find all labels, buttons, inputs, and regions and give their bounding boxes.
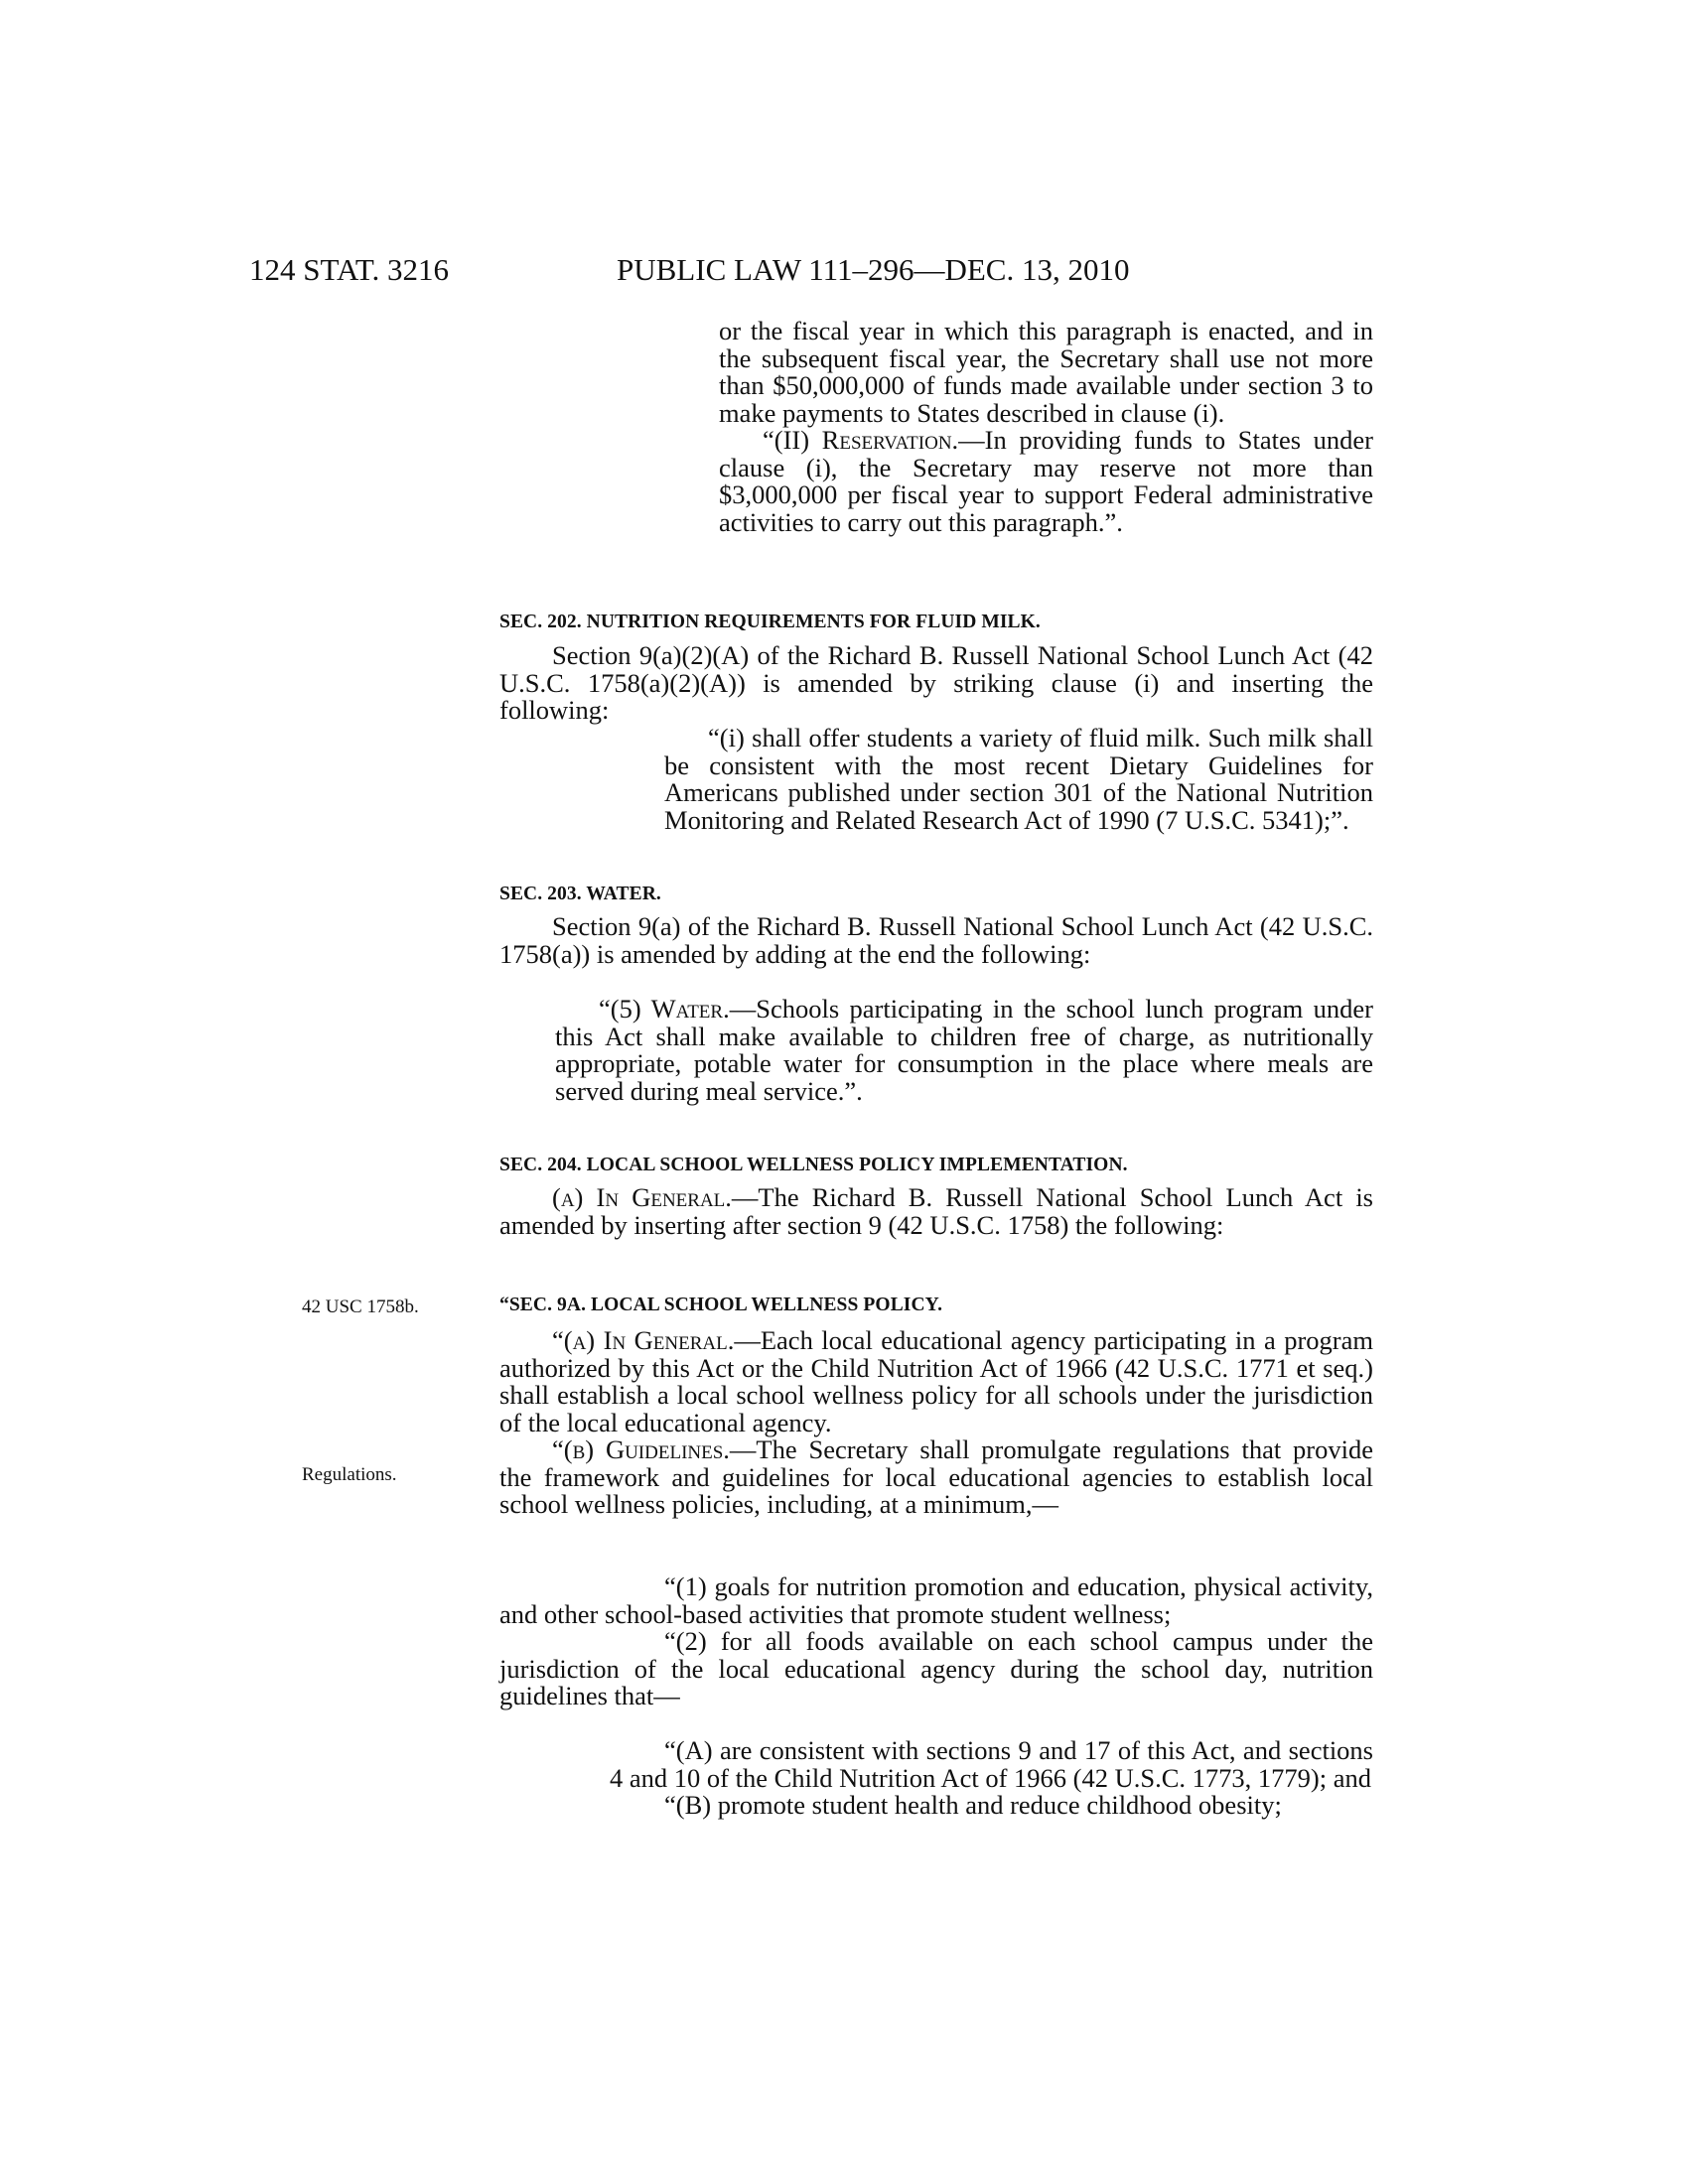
sec-204-a-text: —The Richard B. Russell National School Lunch Act is amended by inserting after section 9 (42 U.S.C. 1758) the following: [499, 1182, 1373, 1240]
item-a: “(A) are consistent with sections 9 and 17 of this Act, and sections 4 and 10 of the Child Nutrition Act of 1966 (42 U.S.C. 1773, 1779); and [610, 1735, 1373, 1793]
sec-204-a [499, 1184, 1373, 1239]
sec-203-quote [555, 996, 1373, 1105]
sec-202-intro: Section 9(a)(2)(A) of the Richard B. Russell National School Lunch Act (42 U.S.C. 1758(a)(2)(A)) is amended by striking clause (i) and inserting the following: [499, 640, 1373, 725]
sec-204-a-label: (a) In General. [552, 1182, 732, 1212]
reservation-label: “(II) Reservation. [763, 425, 959, 455]
reservation-paragraph [719, 427, 1373, 536]
sec-9a-b [499, 1436, 1373, 1519]
continuation-paragraph: or the fiscal year in which this paragraph is enacted, and in the subsequent fiscal year, the Secretary shall use not more than $50,000,000 of funds made available under section 3 to make payments to States described in clause (i). [719, 316, 1373, 428]
sec-9a-a-label: “(a) In General. [552, 1325, 735, 1355]
sec-9a-body [499, 1327, 1373, 1519]
sec-9a-items [499, 1573, 1373, 1710]
sec-202-heading: SEC. 202. NUTRITION REQUIREMENTS FOR FLUID MILK. [499, 612, 1041, 632]
page-header [249, 252, 1242, 292]
sec-9a-b-text: —The Secretary shall promulgate regulations that provide the framework and guidelines for local educational agencies to establish local school wellness policies, including, at a minimum,— [499, 1434, 1373, 1519]
water-text: —Schools participating in the school lunch program under this Act shall make available to children free of charge, as nutritionally appropriate, potable water for consumption in the place where meals are served during meal service.”. [555, 994, 1373, 1106]
sec-9a-heading: “SEC. 9A. LOCAL SCHOOL WELLNESS POLICY. [499, 1295, 943, 1315]
sec-9a-a [499, 1327, 1373, 1436]
running-head: PUBLIC LAW 111–296—DEC. 13, 2010 [617, 252, 1130, 287]
margin-note-regulations: Regulations. [302, 1464, 397, 1485]
sec-203-intro: Section 9(a) of the Richard B. Russell National School Lunch Act (42 U.S.C. 1758(a)) is amended by adding at the end the following: [499, 911, 1373, 969]
margin-note-usc: 42 USC 1758b. [302, 1297, 419, 1317]
sec-204-heading: SEC. 204. LOCAL SCHOOL WELLNESS POLICY IMPLEMENTATION. [499, 1155, 1128, 1175]
sec-202-body [499, 642, 1373, 725]
sec-202-quote-block [664, 725, 1373, 834]
statute-reference: 124 STAT. 3216 [249, 252, 450, 287]
sec-204-body [499, 1184, 1373, 1239]
sec-203-heading: SEC. 203. WATER. [499, 884, 661, 904]
sec-9a-b-label: “(b) Guidelines. [552, 1434, 730, 1464]
sec-203-body [499, 913, 1373, 968]
item-1: “(1) goals for nutrition promotion and education, physical activity, and other school-based activities that promote student wellness; [499, 1571, 1373, 1629]
water-label: “(5) Water. [599, 994, 730, 1024]
sec-203-quote-block [555, 996, 1373, 1105]
sec-9a-a-text: —Each local educational agency participating in a program authorized by this Act or the Child Nutrition Act of 1966 (42 U.S.C. 1771 et seq.) shall establish a local school wellness policy for all schools under the jurisdiction of the local educational agency. [499, 1325, 1373, 1437]
item-b: “(B) promote student health and reduce childhood obesity; [664, 1790, 1282, 1820]
sec-9a-subitems [610, 1737, 1373, 1820]
sec-202-quote: “(i) shall offer students a variety of fluid milk. Such milk shall be consistent with the most recent Dietary Guidelines for Americans published under section 301 of the National Nutrition Monitoring and Related Research Act of 1990 (7 U.S.C. 5341);”. [664, 723, 1373, 835]
reservation-text: —In providing funds to States under clause (i), the Secretary may reserve not more than $3,000,000 per fiscal year to support Federal administrative activities to carry out this paragraph.”. [719, 425, 1373, 537]
item-2: “(2) for all foods available on each school campus under the jurisdiction of the local educational agency during the school day, nutrition guidelines that— [499, 1626, 1373, 1710]
continuation-block [719, 318, 1373, 536]
